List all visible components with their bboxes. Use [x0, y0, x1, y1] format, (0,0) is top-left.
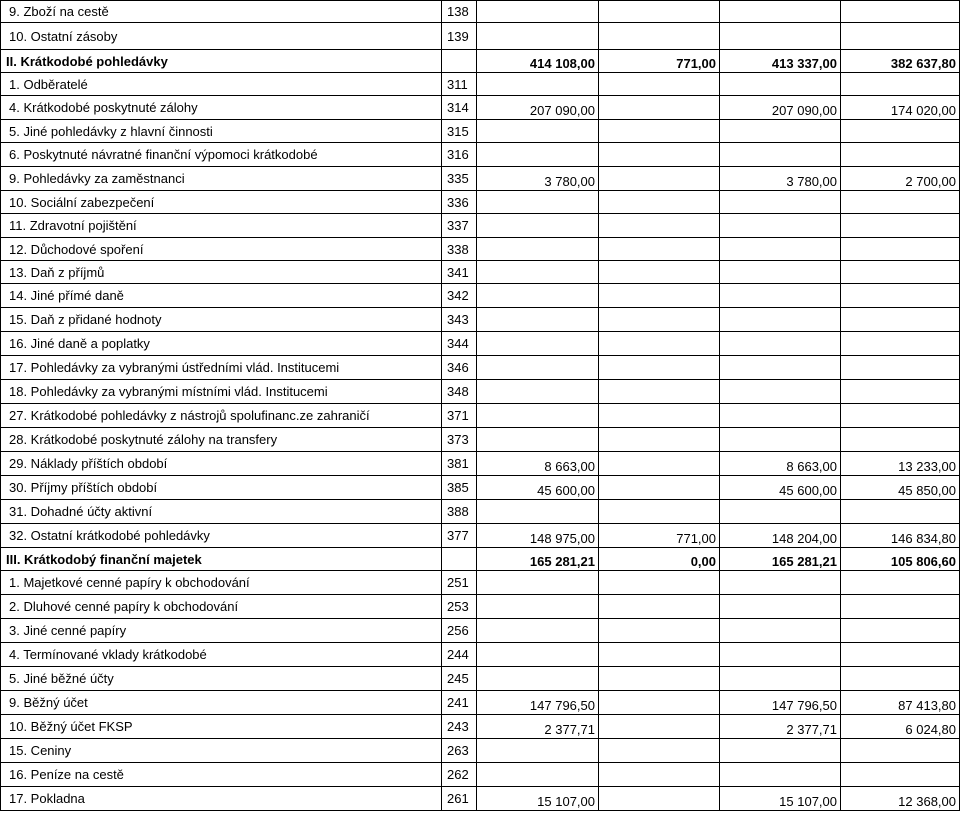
value-gross: 207 090,00 [477, 96, 599, 120]
value-adjustment: 771,00 [599, 50, 720, 73]
table-section-row [1, 50, 960, 73]
value-previous [841, 739, 960, 763]
value-previous: 6 024,80 [841, 715, 960, 739]
value-net [720, 619, 841, 643]
value-adjustment [599, 691, 720, 715]
row-label: 10. Ostatní zásoby [1, 23, 442, 50]
value-previous [841, 332, 960, 356]
value-gross [477, 191, 599, 214]
table-row [1, 332, 960, 356]
account-code: 344 [442, 332, 477, 356]
value-net [720, 763, 841, 787]
row-label: 9. Zboží na cestě [1, 1, 442, 23]
table-row [1, 691, 960, 715]
row-label: 16. Jiné daně a poplatky [1, 332, 442, 356]
value-net [720, 739, 841, 763]
value-net [720, 667, 841, 691]
row-label: 28. Krátkodobé poskytnuté zálohy na transfery [1, 428, 442, 452]
value-net [720, 643, 841, 667]
table-body [1, 1, 960, 811]
account-code: 342 [442, 284, 477, 308]
row-label: 18. Pohledávky za vybranými místními vlád. Institucemi [1, 380, 442, 404]
value-previous: 174 020,00 [841, 96, 960, 120]
account-code: 346 [442, 356, 477, 380]
value-adjustment [599, 739, 720, 763]
table-row [1, 428, 960, 452]
value-previous [841, 667, 960, 691]
value-net: 8 663,00 [720, 452, 841, 476]
value-previous [841, 238, 960, 261]
value-gross [477, 763, 599, 787]
account-code: 263 [442, 739, 477, 763]
table-row [1, 500, 960, 524]
value-adjustment [599, 787, 720, 811]
value-previous: 45 850,00 [841, 476, 960, 500]
account-code: 315 [442, 120, 477, 143]
value-previous: 2 700,00 [841, 167, 960, 191]
row-label: 2. Dluhové cenné papíry k obchodování [1, 595, 442, 619]
row-label: 31. Dohadné účty aktivní [1, 500, 442, 524]
value-net [720, 191, 841, 214]
account-code: 381 [442, 452, 477, 476]
value-adjustment [599, 763, 720, 787]
account-code: 341 [442, 261, 477, 284]
table-row [1, 308, 960, 332]
value-previous [841, 356, 960, 380]
value-previous [841, 595, 960, 619]
account-code: 336 [442, 191, 477, 214]
value-previous [841, 380, 960, 404]
value-adjustment [599, 619, 720, 643]
value-net [720, 595, 841, 619]
value-adjustment [599, 452, 720, 476]
row-label: 13. Daň z příjmů [1, 261, 442, 284]
value-gross: 15 107,00 [477, 787, 599, 811]
value-gross: 148 975,00 [477, 524, 599, 548]
value-gross: 165 281,21 [477, 548, 599, 571]
value-previous: 105 806,60 [841, 548, 960, 571]
account-code: 371 [442, 404, 477, 428]
value-net [720, 120, 841, 143]
value-adjustment [599, 476, 720, 500]
table-row [1, 96, 960, 120]
value-gross [477, 739, 599, 763]
value-adjustment [599, 380, 720, 404]
table-row [1, 73, 960, 96]
value-adjustment [599, 332, 720, 356]
row-label: 9. Běžný účet [1, 691, 442, 715]
row-label: 14. Jiné přímé daně [1, 284, 442, 308]
value-net: 207 090,00 [720, 96, 841, 120]
value-previous [841, 404, 960, 428]
value-gross [477, 284, 599, 308]
account-code: 314 [442, 96, 477, 120]
value-adjustment [599, 595, 720, 619]
value-net: 147 796,50 [720, 691, 841, 715]
value-adjustment [599, 120, 720, 143]
value-previous [841, 763, 960, 787]
value-gross [477, 500, 599, 524]
value-adjustment [599, 715, 720, 739]
value-adjustment: 0,00 [599, 548, 720, 571]
value-previous [841, 191, 960, 214]
table-row [1, 191, 960, 214]
value-previous [841, 428, 960, 452]
value-adjustment [599, 261, 720, 284]
account-code: 244 [442, 643, 477, 667]
value-net: 45 600,00 [720, 476, 841, 500]
value-gross [477, 643, 599, 667]
value-adjustment [599, 191, 720, 214]
value-adjustment [599, 428, 720, 452]
value-net: 15 107,00 [720, 787, 841, 811]
value-previous [841, 261, 960, 284]
value-gross [477, 261, 599, 284]
row-label: 30. Příjmy příštích období [1, 476, 442, 500]
value-net [720, 143, 841, 167]
value-previous: 12 368,00 [841, 787, 960, 811]
row-label: 6. Poskytnuté návratné finanční výpomoci krátkodobé [1, 143, 442, 167]
table-row [1, 167, 960, 191]
value-previous [841, 73, 960, 96]
table-row [1, 284, 960, 308]
table-row [1, 143, 960, 167]
table-row [1, 524, 960, 548]
account-code: 338 [442, 238, 477, 261]
table-row [1, 643, 960, 667]
table-row [1, 715, 960, 739]
account-code: 241 [442, 691, 477, 715]
row-label: 27. Krátkodobé pohledávky z nástrojů spolufinanc.ze zahraničí [1, 404, 442, 428]
value-adjustment [599, 167, 720, 191]
value-gross: 8 663,00 [477, 452, 599, 476]
value-gross [477, 428, 599, 452]
table-row [1, 667, 960, 691]
row-label: 1. Majetkové cenné papíry k obchodování [1, 571, 442, 595]
row-label: 11. Zdravotní pojištění [1, 214, 442, 238]
table-row [1, 476, 960, 500]
row-label: 5. Jiné běžné účty [1, 667, 442, 691]
value-adjustment [599, 96, 720, 120]
account-code: 261 [442, 787, 477, 811]
account-code: 377 [442, 524, 477, 548]
row-label: 16. Peníze na cestě [1, 763, 442, 787]
value-adjustment [599, 643, 720, 667]
account-code [442, 50, 477, 73]
row-label: 17. Pokladna [1, 787, 442, 811]
value-gross: 45 600,00 [477, 476, 599, 500]
value-previous [841, 23, 960, 50]
row-label: 10. Sociální zabezpečení [1, 191, 442, 214]
value-gross: 2 377,71 [477, 715, 599, 739]
value-net: 165 281,21 [720, 548, 841, 571]
row-label: III. Krátkodobý finanční majetek [1, 548, 442, 571]
value-previous: 382 637,80 [841, 50, 960, 73]
value-previous [841, 619, 960, 643]
value-net [720, 261, 841, 284]
value-net [720, 1, 841, 23]
value-previous [841, 1, 960, 23]
value-net: 413 337,00 [720, 50, 841, 73]
value-gross [477, 214, 599, 238]
value-gross: 414 108,00 [477, 50, 599, 73]
value-gross [477, 308, 599, 332]
value-previous [841, 143, 960, 167]
row-label: 9. Pohledávky za zaměstnanci [1, 167, 442, 191]
value-previous [841, 284, 960, 308]
value-adjustment: 771,00 [599, 524, 720, 548]
value-net: 148 204,00 [720, 524, 841, 548]
value-gross [477, 667, 599, 691]
value-adjustment [599, 1, 720, 23]
value-adjustment [599, 23, 720, 50]
account-code: 138 [442, 1, 477, 23]
value-previous [841, 120, 960, 143]
value-net [720, 428, 841, 452]
value-previous [841, 214, 960, 238]
table-row [1, 214, 960, 238]
account-code: 343 [442, 308, 477, 332]
account-code: 337 [442, 214, 477, 238]
table-row [1, 238, 960, 261]
value-previous [841, 308, 960, 332]
value-net [720, 73, 841, 96]
row-label: 17. Pohledávky za vybranými ústředními vlád. Institucemi [1, 356, 442, 380]
value-net [720, 571, 841, 595]
value-gross [477, 595, 599, 619]
row-label: 3. Jiné cenné papíry [1, 619, 442, 643]
table-row [1, 404, 960, 428]
value-gross [477, 332, 599, 356]
value-adjustment [599, 308, 720, 332]
value-adjustment [599, 214, 720, 238]
table-row [1, 787, 960, 811]
row-label: 5. Jiné pohledávky z hlavní činnosti [1, 120, 442, 143]
value-net [720, 238, 841, 261]
account-code: 243 [442, 715, 477, 739]
value-adjustment [599, 73, 720, 96]
account-code [442, 548, 477, 571]
value-gross [477, 380, 599, 404]
table-row [1, 571, 960, 595]
value-adjustment [599, 356, 720, 380]
account-code: 348 [442, 380, 477, 404]
row-label: 4. Krátkodobé poskytnuté zálohy [1, 96, 442, 120]
value-adjustment [599, 500, 720, 524]
value-gross: 147 796,50 [477, 691, 599, 715]
value-gross [477, 356, 599, 380]
row-label: 12. Důchodové spoření [1, 238, 442, 261]
value-previous: 146 834,80 [841, 524, 960, 548]
row-label: 32. Ostatní krátkodobé pohledávky [1, 524, 442, 548]
value-net [720, 23, 841, 50]
value-net [720, 380, 841, 404]
value-adjustment [599, 143, 720, 167]
table-row [1, 595, 960, 619]
value-previous [841, 571, 960, 595]
value-previous: 13 233,00 [841, 452, 960, 476]
table-row [1, 261, 960, 284]
account-code: 373 [442, 428, 477, 452]
value-gross [477, 619, 599, 643]
account-code: 251 [442, 571, 477, 595]
row-label: 10. Běžný účet FKSP [1, 715, 442, 739]
account-code: 385 [442, 476, 477, 500]
table-row [1, 23, 960, 50]
value-adjustment [599, 667, 720, 691]
account-code: 388 [442, 500, 477, 524]
value-net [720, 284, 841, 308]
value-gross [477, 1, 599, 23]
account-code: 262 [442, 763, 477, 787]
value-gross [477, 120, 599, 143]
value-net: 3 780,00 [720, 167, 841, 191]
account-code: 335 [442, 167, 477, 191]
table-row [1, 619, 960, 643]
table-row [1, 1, 960, 23]
table-row [1, 380, 960, 404]
row-label: 29. Náklady příštích období [1, 452, 442, 476]
value-gross [477, 143, 599, 167]
value-gross [477, 571, 599, 595]
row-label: 15. Ceniny [1, 739, 442, 763]
value-gross [477, 23, 599, 50]
table-row [1, 120, 960, 143]
value-adjustment [599, 284, 720, 308]
value-net: 2 377,71 [720, 715, 841, 739]
account-code: 139 [442, 23, 477, 50]
row-label: 15. Daň z přidané hodnoty [1, 308, 442, 332]
table-row [1, 452, 960, 476]
value-net [720, 308, 841, 332]
value-adjustment [599, 238, 720, 261]
account-code: 245 [442, 667, 477, 691]
account-code: 316 [442, 143, 477, 167]
value-adjustment [599, 404, 720, 428]
row-label: II. Krátkodobé pohledávky [1, 50, 442, 73]
value-adjustment [599, 571, 720, 595]
table-section-row [1, 548, 960, 571]
value-gross [477, 404, 599, 428]
value-previous [841, 643, 960, 667]
account-code: 256 [442, 619, 477, 643]
value-net [720, 332, 841, 356]
value-previous [841, 500, 960, 524]
account-code: 253 [442, 595, 477, 619]
value-gross [477, 73, 599, 96]
table-row [1, 739, 960, 763]
value-gross [477, 238, 599, 261]
value-gross: 3 780,00 [477, 167, 599, 191]
row-label: 1. Odběratelé [1, 73, 442, 96]
value-net [720, 404, 841, 428]
value-net [720, 500, 841, 524]
row-label: 4. Termínované vklady krátkodobé [1, 643, 442, 667]
table-row [1, 763, 960, 787]
value-net [720, 356, 841, 380]
account-code: 311 [442, 73, 477, 96]
table-row [1, 356, 960, 380]
value-previous: 87 413,80 [841, 691, 960, 715]
value-net [720, 214, 841, 238]
